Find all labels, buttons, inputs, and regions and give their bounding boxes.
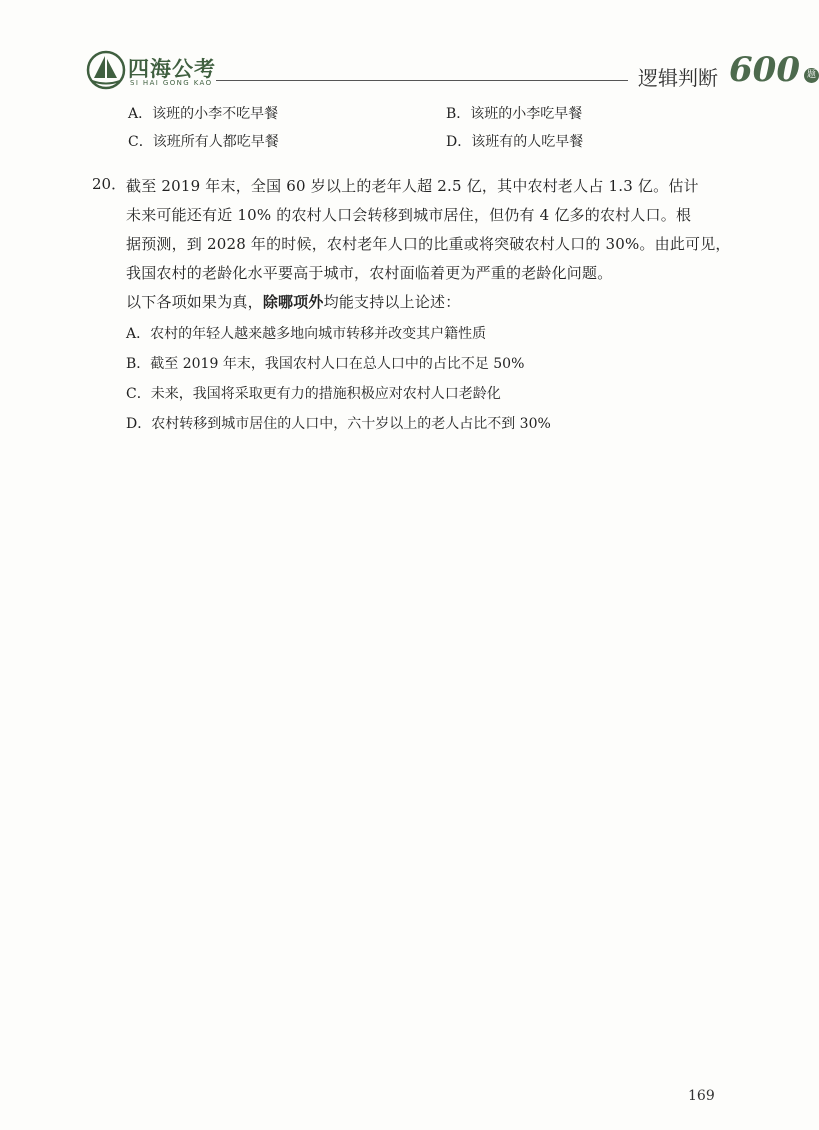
option-label: A． xyxy=(128,106,153,122)
option-label: D． xyxy=(446,134,472,150)
header-divider xyxy=(216,80,628,81)
prompt-prefix: 以下各项如果为真， xyxy=(126,293,263,311)
prev-options-row-1 xyxy=(128,102,688,126)
option-c xyxy=(126,382,726,406)
stem-line: 截至 2019 年末，全国 60 岁以上的老年人超 2.5 亿，其中农村老人占 1.3 亿。估计 xyxy=(126,177,699,195)
question-number: 20． xyxy=(92,175,127,193)
stem-line: 我国农村的老龄化水平要高于城市，农村面临着更为严重的老龄化问题。 xyxy=(126,264,613,282)
stem-line: 未来可能还有近 10% 的农村人口会转移到城市居住，但仍有 4 亿多的农村人口。根 xyxy=(126,206,692,224)
prev-options-row-2 xyxy=(128,130,688,154)
book-title: 逻辑判断 xyxy=(638,66,718,90)
prompt-suffix: 均能支持以上论述： xyxy=(323,293,461,311)
logo-text: 四海公考 xyxy=(128,57,216,81)
option-label: C． xyxy=(128,134,153,150)
question-stem xyxy=(126,172,731,317)
option-d xyxy=(126,412,726,436)
option-text: 农村转移到城市居住的人口中，六十岁以上的老人占比不到 30% xyxy=(151,416,551,432)
page-header xyxy=(86,46,816,96)
prev-option-a xyxy=(128,102,278,126)
book-title-number: 600 xyxy=(729,50,800,90)
option-label: B． xyxy=(446,106,471,122)
sailboat-logo-icon xyxy=(86,50,126,90)
prev-option-d xyxy=(446,130,583,154)
option-b xyxy=(126,352,726,376)
publisher-logo xyxy=(86,50,236,94)
page-number: 169 xyxy=(688,1088,715,1104)
option-text: 农村的年轻人越来越多地向城市转移并改变其户籍性质 xyxy=(150,326,487,342)
logo-subtext: SI HAI GONG KAO xyxy=(130,79,213,87)
stem-line: 据预测，到 2028 年的时候，农村老年人口的比重或将突破农村人口的 30%。由此可见， xyxy=(126,235,731,253)
option-text: 该班的小李吃早餐 xyxy=(470,106,583,122)
prev-option-c xyxy=(128,130,279,154)
option-text: 该班有的人吃早餐 xyxy=(471,134,584,150)
option-text: 该班的小李不吃早餐 xyxy=(152,106,279,122)
book-title-badge: 题 xyxy=(804,68,819,83)
prev-option-b xyxy=(446,102,582,126)
option-label: C． xyxy=(126,386,151,402)
option-label: A． xyxy=(126,326,151,342)
option-label: D． xyxy=(126,416,152,432)
question-prompt xyxy=(126,288,726,317)
prompt-emphasis: 除哪项外 xyxy=(262,293,324,311)
option-text: 该班所有人都吃早餐 xyxy=(152,134,279,150)
option-a xyxy=(126,322,726,346)
option-label: B． xyxy=(126,356,151,372)
option-text: 未来，我国将采取更有力的措施积极应对农村人口老龄化 xyxy=(150,386,501,402)
option-text: 截至 2019 年末，我国农村人口在总人口中的占比不足 50% xyxy=(150,356,525,372)
